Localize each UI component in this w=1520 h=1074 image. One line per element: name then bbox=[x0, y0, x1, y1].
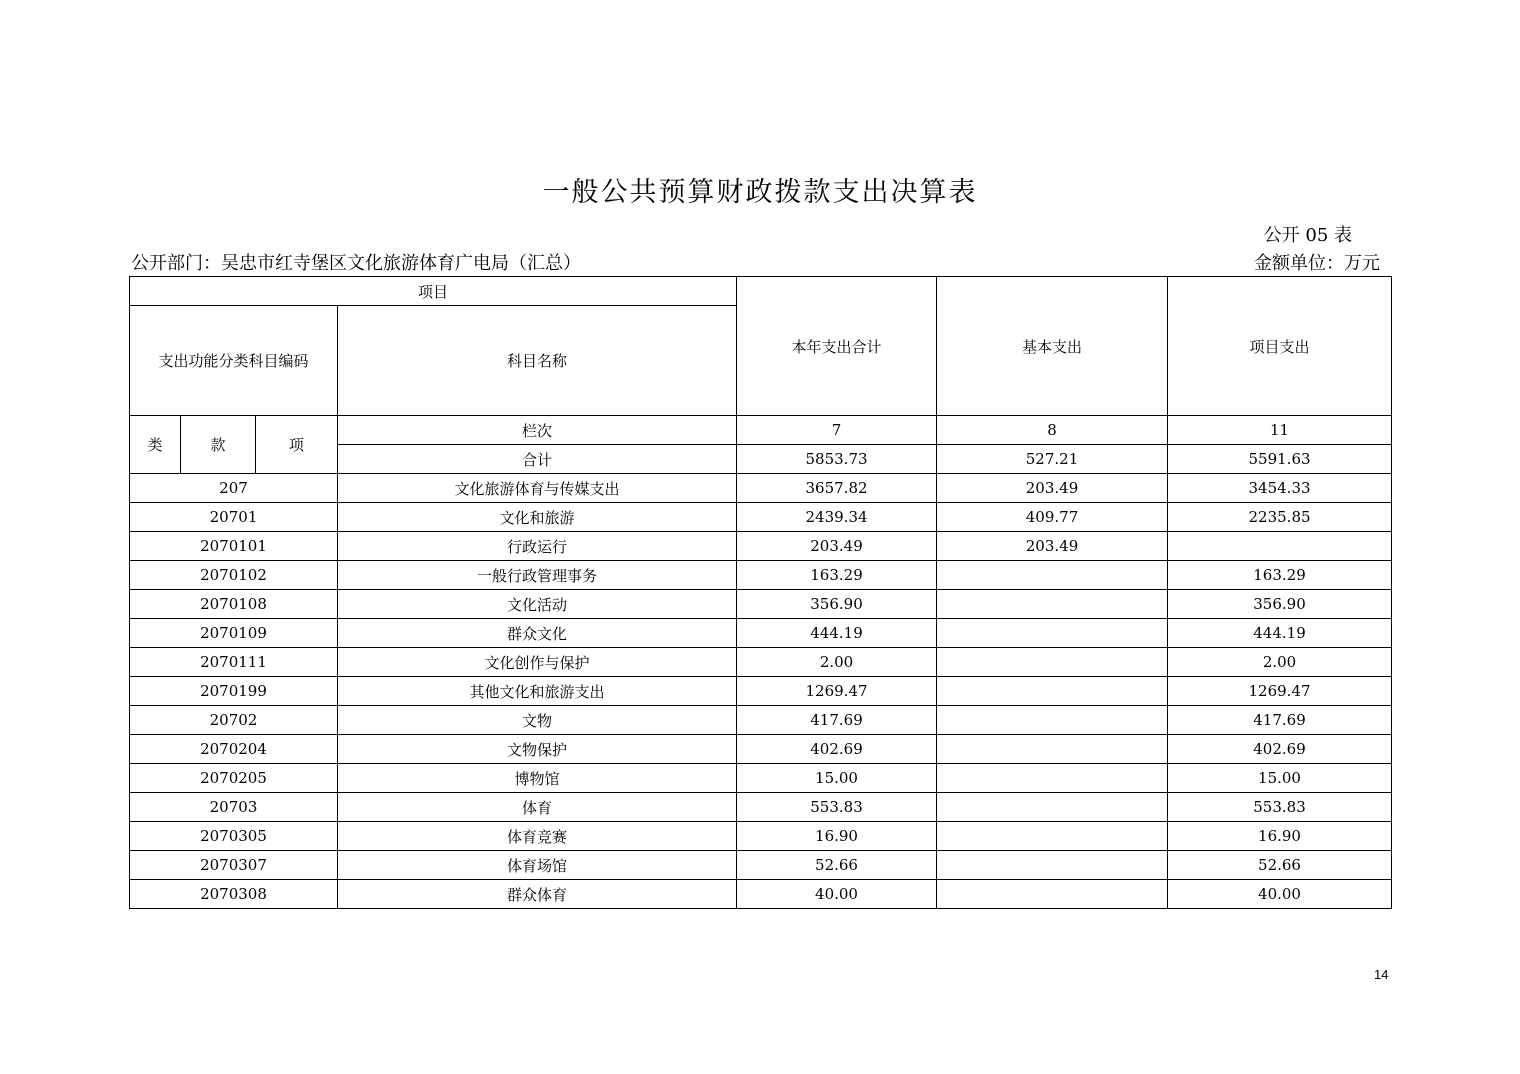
total-cell: 3657.82 bbox=[737, 474, 937, 503]
name-cell: 其他文化和旅游支出 bbox=[338, 677, 737, 706]
project-cell: 16.90 bbox=[1168, 822, 1392, 851]
basic-cell bbox=[937, 822, 1168, 851]
code-cell: 2070204 bbox=[130, 735, 338, 764]
table-row bbox=[130, 735, 1392, 764]
header-lei: 类 bbox=[130, 416, 181, 474]
name-cell: 行政运行 bbox=[338, 532, 737, 561]
table-row bbox=[130, 532, 1392, 561]
column-no-basic: 8 bbox=[937, 416, 1168, 445]
header-project: 项目 bbox=[130, 277, 737, 306]
basic-cell bbox=[937, 561, 1168, 590]
header-basic: 基本支出 bbox=[937, 277, 1168, 416]
table-row bbox=[130, 590, 1392, 619]
total-cell: 52.66 bbox=[737, 851, 937, 880]
basic-cell bbox=[937, 590, 1168, 619]
unit-label: 金额单位：万元 bbox=[1254, 253, 1380, 274]
project-cell: 40.00 bbox=[1168, 880, 1392, 909]
total-cell: 2.00 bbox=[737, 648, 937, 677]
table-row bbox=[130, 474, 1392, 503]
header-project-expense: 项目支出 bbox=[1168, 277, 1392, 416]
project-cell: 402.69 bbox=[1168, 735, 1392, 764]
total-cell: 40.00 bbox=[737, 880, 937, 909]
name-cell: 群众体育 bbox=[338, 880, 737, 909]
expenditure-table bbox=[129, 276, 1392, 909]
total-cell: 1269.47 bbox=[737, 677, 937, 706]
page-number: 14 bbox=[1374, 967, 1389, 982]
project-cell: 1269.47 bbox=[1168, 677, 1392, 706]
total-cell: 553.83 bbox=[737, 793, 937, 822]
code-cell: 2070308 bbox=[130, 880, 338, 909]
code-cell: 2070111 bbox=[130, 648, 338, 677]
header-xiang: 项 bbox=[256, 416, 338, 474]
code-cell: 20703 bbox=[130, 793, 338, 822]
name-cell: 文化活动 bbox=[338, 590, 737, 619]
sum-label: 合计 bbox=[338, 445, 737, 474]
table-row bbox=[130, 764, 1392, 793]
basic-cell bbox=[937, 735, 1168, 764]
table-row bbox=[130, 822, 1392, 851]
total-cell: 402.69 bbox=[737, 735, 937, 764]
project-cell: 356.90 bbox=[1168, 590, 1392, 619]
code-cell: 2070205 bbox=[130, 764, 338, 793]
form-number: 公开 05 表 bbox=[1263, 225, 1352, 246]
header-total: 本年支出合计 bbox=[737, 277, 937, 416]
code-cell: 2070199 bbox=[130, 677, 338, 706]
column-no-project: 11 bbox=[1168, 416, 1392, 445]
code-cell: 2070101 bbox=[130, 532, 338, 561]
code-cell: 2070109 bbox=[130, 619, 338, 648]
name-cell: 博物馆 bbox=[338, 764, 737, 793]
project-cell: 417.69 bbox=[1168, 706, 1392, 735]
basic-cell: 203.49 bbox=[937, 474, 1168, 503]
total-cell: 203.49 bbox=[737, 532, 937, 561]
name-cell: 群众文化 bbox=[338, 619, 737, 648]
name-cell: 体育 bbox=[338, 793, 737, 822]
name-cell: 文物保护 bbox=[338, 735, 737, 764]
table-row bbox=[130, 619, 1392, 648]
sum-total: 5853.73 bbox=[737, 445, 937, 474]
project-cell: 15.00 bbox=[1168, 764, 1392, 793]
name-cell: 文物 bbox=[338, 706, 737, 735]
name-cell: 文化创作与保护 bbox=[338, 648, 737, 677]
name-cell: 文化和旅游 bbox=[338, 503, 737, 532]
name-cell: 体育竞赛 bbox=[338, 822, 737, 851]
basic-cell bbox=[937, 706, 1168, 735]
basic-cell bbox=[937, 648, 1168, 677]
department-label: 公开部门：吴忠市红寺堡区文化旅游体育广电局（汇总） bbox=[131, 253, 581, 274]
total-cell: 444.19 bbox=[737, 619, 937, 648]
project-cell: 2.00 bbox=[1168, 648, 1392, 677]
table-row bbox=[130, 677, 1392, 706]
total-cell: 15.00 bbox=[737, 764, 937, 793]
code-cell: 207 bbox=[130, 474, 338, 503]
project-cell: 444.19 bbox=[1168, 619, 1392, 648]
code-cell: 2070307 bbox=[130, 851, 338, 880]
column-no-total: 7 bbox=[737, 416, 937, 445]
basic-cell bbox=[937, 677, 1168, 706]
total-cell: 163.29 bbox=[737, 561, 937, 590]
sum-basic: 527.21 bbox=[937, 445, 1168, 474]
total-cell: 2439.34 bbox=[737, 503, 937, 532]
code-cell: 20701 bbox=[130, 503, 338, 532]
header-kuan: 款 bbox=[181, 416, 256, 474]
project-cell: 3454.33 bbox=[1168, 474, 1392, 503]
project-cell: 52.66 bbox=[1168, 851, 1392, 880]
total-cell: 417.69 bbox=[737, 706, 937, 735]
table-row bbox=[130, 793, 1392, 822]
basic-cell bbox=[937, 793, 1168, 822]
basic-cell: 409.77 bbox=[937, 503, 1168, 532]
page-title: 一般公共预算财政拨款支出决算表 bbox=[542, 177, 978, 208]
code-cell: 2070108 bbox=[130, 590, 338, 619]
basic-cell bbox=[937, 619, 1168, 648]
header-code: 支出功能分类科目编码 bbox=[130, 306, 338, 416]
name-cell: 文化旅游体育与传媒支出 bbox=[338, 474, 737, 503]
name-cell: 一般行政管理事务 bbox=[338, 561, 737, 590]
basic-cell bbox=[937, 764, 1168, 793]
sum-project: 5591.63 bbox=[1168, 445, 1392, 474]
table-row bbox=[130, 706, 1392, 735]
project-cell: 553.83 bbox=[1168, 793, 1392, 822]
name-cell: 体育场馆 bbox=[338, 851, 737, 880]
code-cell: 2070305 bbox=[130, 822, 338, 851]
header-name: 科目名称 bbox=[338, 306, 737, 416]
project-cell: 2235.85 bbox=[1168, 503, 1392, 532]
total-cell: 16.90 bbox=[737, 822, 937, 851]
table-row bbox=[130, 561, 1392, 590]
table-row bbox=[130, 648, 1392, 677]
basic-cell bbox=[937, 880, 1168, 909]
basic-cell bbox=[937, 851, 1168, 880]
column-label: 栏次 bbox=[338, 416, 737, 445]
table-row bbox=[130, 880, 1392, 909]
total-cell: 356.90 bbox=[737, 590, 937, 619]
code-cell: 2070102 bbox=[130, 561, 338, 590]
project-cell bbox=[1168, 532, 1392, 561]
project-cell: 163.29 bbox=[1168, 561, 1392, 590]
code-cell: 20702 bbox=[130, 706, 338, 735]
table-row bbox=[130, 851, 1392, 880]
basic-cell: 203.49 bbox=[937, 532, 1168, 561]
table-row bbox=[130, 503, 1392, 532]
